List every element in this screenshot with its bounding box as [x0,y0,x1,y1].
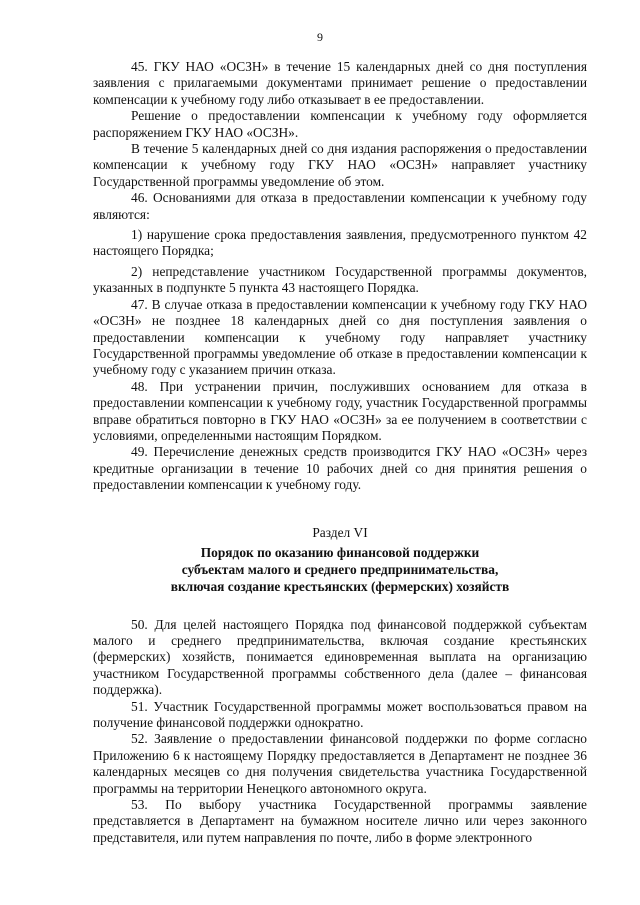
paragraph-50: 50. Для целей настоящего Порядка под финансовой поддержкой субъектам малого и среднего предпринимательства, включая создание крестьянских (фермерских) хозяйств, понимается единовременная выплата на организацию участником Государственной программы собственного дела (далее – финансовая поддержка). [93,616,587,698]
paragraph-52: 52. Заявление о предоставлении финансовой поддержки по форме согласно Приложению 6 к настоящему Порядку предоставляется в Департамент не позднее 36 календарных месяцев со дня получения свидетельства участника Государственной программы на территории Ненецкого автономного округа. [93,731,587,796]
paragraph-45-notice: В течение 5 календарных дней со дня издания распоряжения о предоставлении компенсации к учебному году ГКУ НАО «ОСЗН» направляет участнику Государственной программы уведомление об этом. [93,141,587,189]
section-label: Раздел VI [312,524,368,540]
paragraph-47: 47. В случае отказа в предоставлении компенсации к учебному году ГКУ НАО «ОСЗН» не позднее 18 календарных дней со дня поступления заявления о предоставлении компенсации к учебному году направляет участнику Государственной программы уведомление об отказе в предоставлении компенсации к учебному году с указанием причин отказа. [93,296,587,378]
section-title-line-2: субъектам малого и среднего предпринимательства, [181,561,499,577]
paragraph-46: 46. Основаниями для отказа в предоставлении компенсации к учебному году являются: [93,190,587,222]
paragraph-53: 53. По выбору участника Государственной программы заявление представляется в Департамент на бумажном носителе лично или через законного представителя, или путем направления по почте, либо в форме электронного [93,797,587,845]
paragraph-45-decision: Решение о предоставлении компенсации к учебному году оформляется распоряжением ГКУ НАО «ОСЗН». [93,108,587,140]
paragraph-49: 49. Перечисление денежных средств производится ГКУ НАО «ОСЗН» через кредитные организации в течение 10 рабочих дней со дня принятия решения о предоставлении компенсации к учебному году. [93,444,587,493]
paragraph-51: 51. Участник Государственной программы может воспользоваться правом на получение финансовой поддержки однократно. [93,698,587,730]
paragraph-46-item-2: 2) непредставление участником Государственной программы документов, указанных в подпункте 5 пункта 43 настоящего Порядка. [93,263,587,296]
section-title-line-3: включая создание крестьянских (фермерских) хозяйств [170,578,510,594]
page-number: 9 [317,30,323,44]
section-heading [93,524,587,595]
document-body [93,59,587,846]
paragraph-45: 45. ГКУ НАО «ОСЗН» в течение 15 календарных дней со дня поступления заявления с прилагаемыми документами принимает решение о предоставлении компенсации к учебному году либо отказывает в ее предоставлении. [93,59,587,107]
section-title-line-1: Порядок по оказанию финансовой поддержки [200,544,480,560]
paragraph-48: 48. При устранении причин, послуживших основанием для отказа в предоставлении компенсации к учебному году, участник Государственной программы вправе обратиться повторно в ГКУ НАО «ОСЗН» за ее получением в соответствии с условиями, определенными настоящим Порядком. [93,378,587,443]
paragraph-46-item-1: 1) нарушение срока предоставления заявления, предусмотренного пунктом 42 настоящего Порядка; [93,227,587,259]
